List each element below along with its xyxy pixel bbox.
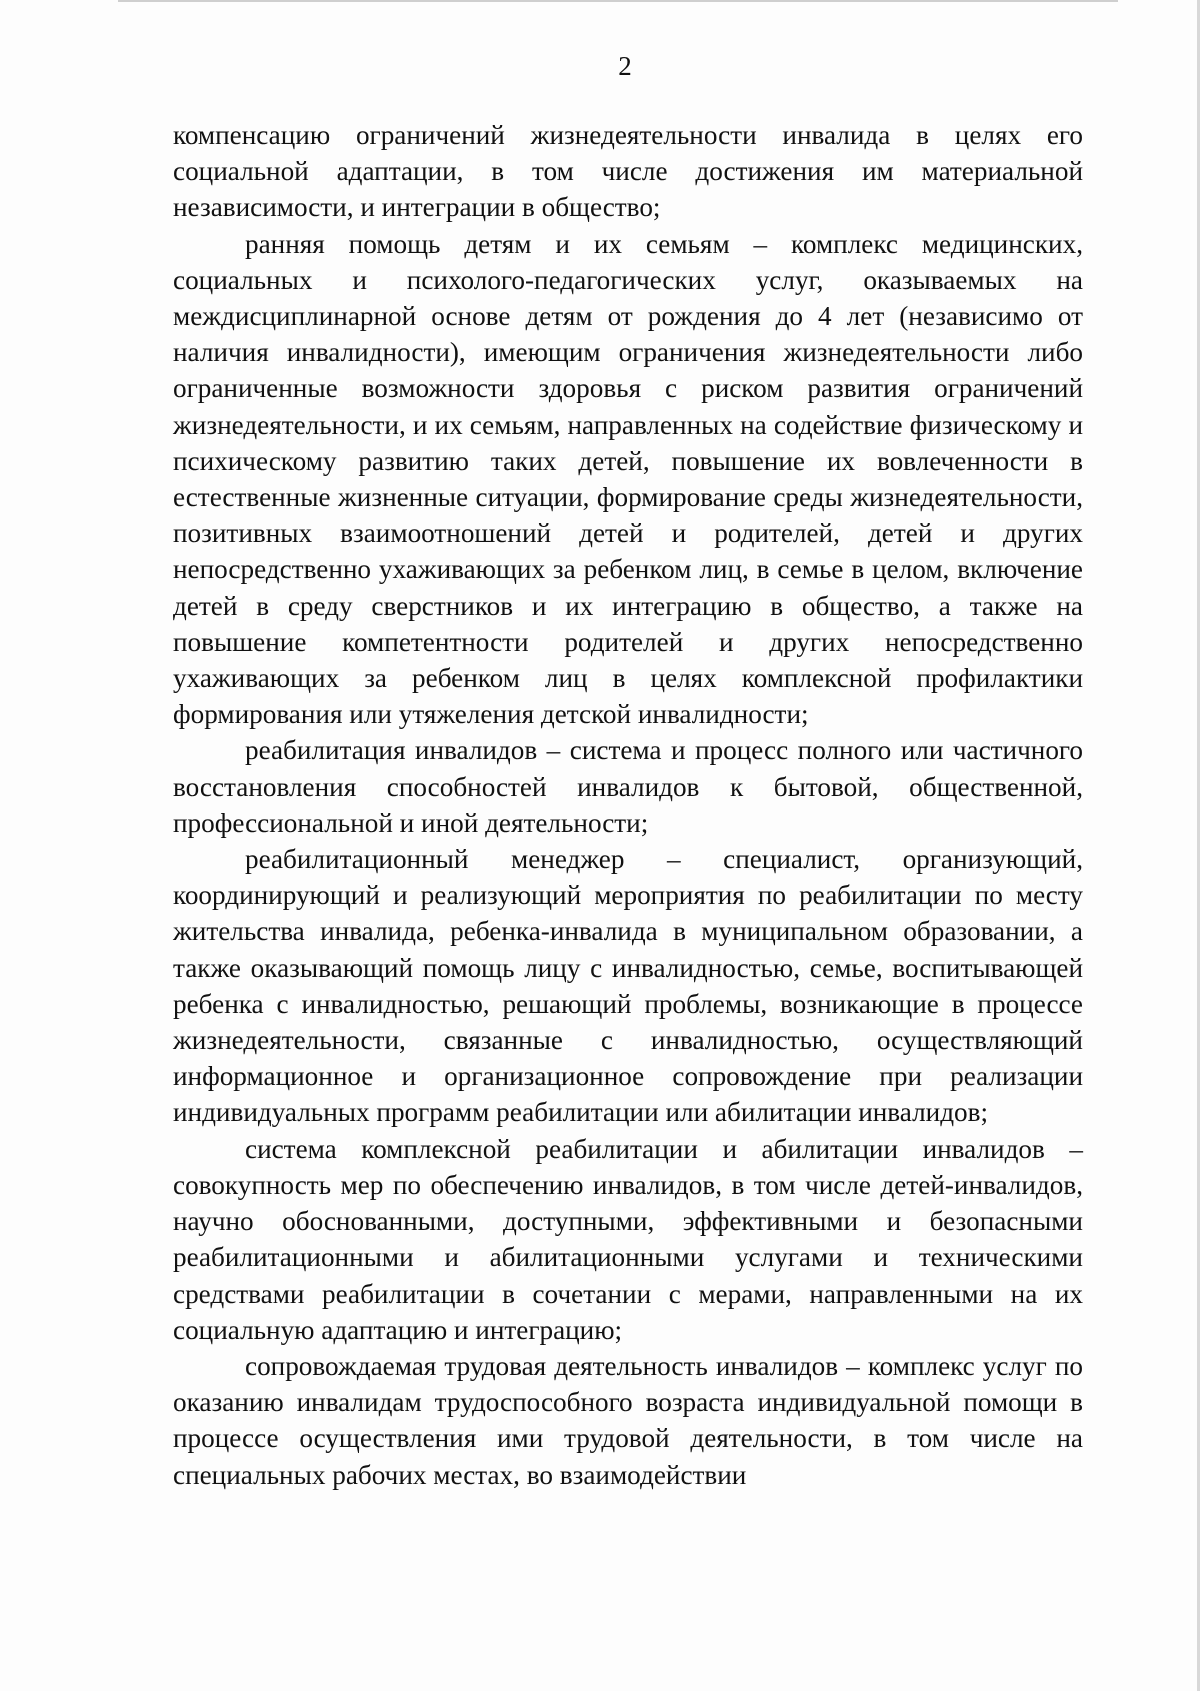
paragraph-rehabilitation-definition: реабилитация инвалидов – система и процесс полного или частичного восстановления способностей инвалидов к бытовой, общественной, профессиональной и иной деятельности; [173, 735, 1083, 838]
paragraph-early-help-definition: ранняя помощь детям и их семьям – комплекс медицинских, социальных и психолого-педагогических услуг, оказываемых на междисциплинарной основе детям от рождения до 4 лет (независимо от наличия инвалидности), имеющим ограничения жизнедеятельности либо ограниченные возможности здоровья с риском развития ограничений жизнедеятельности, и их семьям, направленных на содействие физическому и психическому развитию таких детей, повышение их вовлеченности в естественные жизненные ситуации, формирование среды жизнедеятельности, позитивных взаимоотношений детей и родителей, детей и других непосредственно ухаживающих за ребенком лиц, в семье в целом, включение детей в среду сверстников и их интеграцию в общество, а также на повышение компетентности родителей и других непосредственно ухаживающих за ребенком лиц в целях комплексной профилактики формирования или утяжеления детской инвалидности; [173, 228, 1083, 730]
paragraph-complex-rehabilitation-system-definition: система комплексной реабилитации и абилитации инвалидов – совокупность мер по обеспечению инвалидов, в том числе детей-инвалидов, научно обоснованными, доступными, эффективными и безопасными реабилитационными и абилитационными услугами и техническими средствами реабилитации в сочетании с мерами, направленными на их социальную адаптацию и интеграцию; [173, 1133, 1083, 1345]
scan-top-edge [118, 0, 1118, 2]
paragraph-supported-employment-definition: сопровождаемая трудовая деятельность инвалидов – комплекс услуг по оказанию инвалидам трудоспособного возраста индивидуальной помощи в процессе осуществления ими трудовой деятельности, в том числе на специальных рабочих местах, во взаимодействии [173, 1350, 1083, 1490]
paragraph-rehabilitation-manager-definition: реабилитационный менеджер – специалист, организующий, координирующий и реализующий мероприятия по реабилитации по месту жительства инвалида, ребенка-инвалида в муниципальном образовании, а также оказывающий помощь лицу с инвалидностью, семье, воспитывающей ребенка с инвалидностью, решающий проблемы, возникающие в процессе жизнедеятельности, связанные с инвалидностью, осуществляющий информационное и организационное сопровождение при реализации индивидуальных программ реабилитации или абилитации инвалидов; [173, 844, 1083, 1128]
page-number: 2 [618, 51, 632, 81]
body-text [173, 117, 1083, 1493]
paragraph-continuation: компенсацию ограничений жизнедеятельности инвалида в целях его социальной адаптации, в том числе достижения им материальной независимости, и интеграции в общество; [173, 120, 1083, 223]
